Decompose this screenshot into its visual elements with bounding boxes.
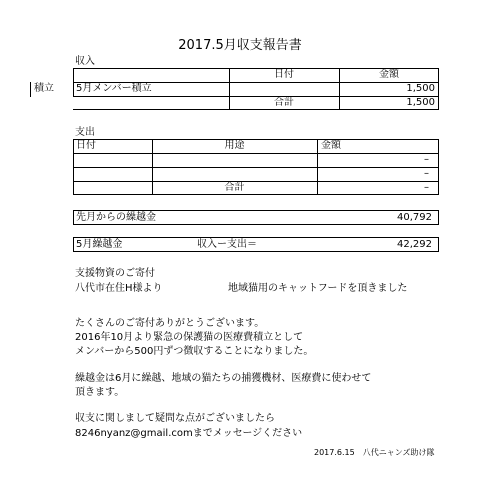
contact-email-line: 8246nyanz@gmail.comまでメッセージください	[75, 428, 303, 439]
carryover-prev-label: 先月からの繰越金	[76, 212, 156, 223]
carryover-prev-box	[73, 210, 439, 225]
side-label-divider	[30, 82, 31, 97]
message-line: 2016年10月より緊急の保護猫の医療費積立として	[75, 332, 304, 343]
income-amount-header: 金額	[379, 69, 399, 80]
message-line: たくさんのご寄付ありがとうございます。	[75, 318, 265, 329]
message-line: 頂きます。	[75, 387, 125, 398]
expense-table	[73, 139, 439, 195]
expense-date-header: 日付	[76, 140, 96, 151]
income-total-label: 合計	[274, 97, 294, 108]
contact-line: 収支に関しまして疑問な点がございましたら	[75, 413, 275, 424]
page-title: 2017.5月収支報告書	[178, 38, 302, 53]
carryover-current-box	[73, 237, 439, 252]
expense-row-amount: –	[424, 154, 429, 165]
carryover-formula: 収入ー支出＝	[197, 239, 257, 250]
carryover-prev-amount: 40,792	[397, 212, 432, 223]
message-line: メンバーから500円ずつ徴収することになりました。	[75, 346, 314, 357]
expense-amount-header: 金額	[321, 140, 341, 151]
donation-donor: 八代市在住H様より	[75, 283, 163, 294]
expense-purpose-header: 用途	[224, 140, 245, 151]
carryover-current-label: 5月繰越金	[76, 239, 123, 250]
donation-item: 地域猫用のキャットフードを頂きました	[228, 283, 408, 294]
income-item: 5月メンバー積立	[76, 83, 152, 94]
expense-row-amount: –	[424, 168, 429, 179]
expense-total-label: 合計	[224, 182, 245, 193]
income-table	[73, 68, 439, 110]
income-total-amount: 1,500	[406, 97, 435, 108]
footer-signature: 2017.6.15 八代ニャンズ助け隊	[314, 448, 435, 457]
expense-total-amount: –	[424, 182, 429, 193]
expense-section-label: 支出	[75, 127, 95, 138]
carryover-current-amount: 42,292	[397, 239, 432, 250]
donation-heading: 支援物資のご寄付	[75, 268, 155, 279]
income-side-label: 積立	[34, 83, 54, 94]
income-date-header: 日付	[274, 69, 294, 80]
message-line: 繰越金は6月に繰越、地域の猫たちの捕獲機材、医療費に使わせて	[75, 373, 372, 384]
income-amount: 1,500	[406, 83, 435, 94]
income-section-label: 収入	[75, 56, 95, 67]
